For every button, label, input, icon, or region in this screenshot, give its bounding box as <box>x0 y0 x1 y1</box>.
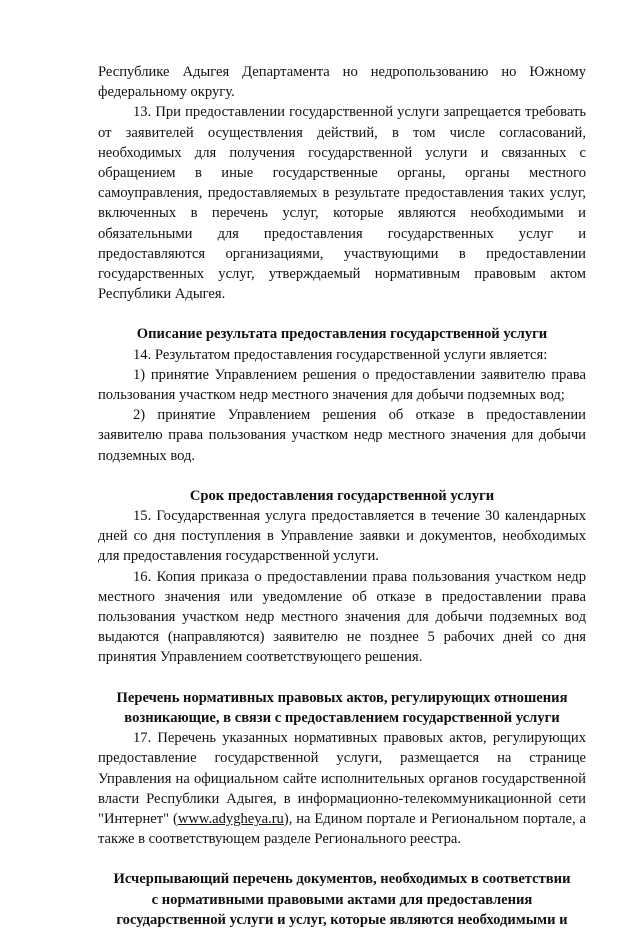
paragraph-17-text-before: 17. Перечень указанных нормативных правовых актов, регулирующих предоставление государственной услуги, размещается на странице Управления на официальном сайте исполнительных органов государственной власти Республики Адыгея, в информационно-телекоммуникационной сети "Интернет" ( <box>98 730 586 827</box>
paragraph-15: 15. Государственная услуга предоставляется в течение 30 календарных дней со дня поступления в Управление заявки и документов, необходимых для предоставления государственной услуги. <box>98 508 586 565</box>
document-page <box>98 62 586 930</box>
paragraph-16: 16. Копия приказа о предоставлении права пользования участком недр местного значения или уведомление об отказе в предоставлении права пользования участком недр местного значения для добычи подземных вод выдаются (направляются) заявителю не позднее 5 рабочих дней со дня принятия Управлением соответствующего решения. <box>98 568 586 666</box>
heading-acts-line2: возникающие, в связи с предоставлением государственной услуги <box>124 709 560 726</box>
heading-term: Срок предоставления государственной услуги <box>189 487 495 504</box>
website-link[interactable]: www.adygheya.ru <box>177 810 284 827</box>
paragraph-17 <box>98 728 586 849</box>
heading-documents <box>98 869 586 930</box>
list-item-2: 2) принятие Управлением решения об отказе в предоставлении заявителю права пользования участком недр местного значения для добычи подземных вод. <box>98 407 586 464</box>
list-item-1: 1) принятие Управлением решения о предоставлении заявителю права пользования участком недр местного значения для добычи подземных вод; <box>98 366 586 404</box>
paragraph-17-text-after: ), на Едином портале и Региональном портале, а также в соответствующем разделе Регионального реестра. <box>98 810 586 848</box>
heading-documents-line3: государственной услуги и услуг, которые являются необходимыми и <box>116 911 568 928</box>
heading-documents-line2: с нормативными правовыми актами для предоставления <box>151 891 533 908</box>
paragraph-continuation: Республике Адыгея Департамента но недропользованию но Южному федеральному округу. <box>98 64 586 101</box>
heading-result: Описание результата предоставления государственной услуги <box>136 326 548 343</box>
paragraph-14: 14. Результатом предоставления государственной услуги является: <box>133 346 548 363</box>
heading-documents-line1: Исчерпывающий перечень документов, необходимых в соответствии <box>113 871 571 888</box>
heading-acts-line1: Перечень нормативных правовых актов, регулирующих отношения <box>116 689 568 706</box>
heading-acts <box>98 688 586 728</box>
paragraph-13: 13. При предоставлении государственной услуги запрещается требовать от заявителей осуществления действий, в том числе согласований, необходимых для получения государственной услуги и связанных с обращением в иные государственные органы, органы местного самоуправления, предоставляемых в результате предоставления таких услуг, включенных в перечень услуг, которые являются необходимыми и обязательными для предоставления государственных услуг и предоставляются организациями, участвующими в предоставлении государственных услуг, утверждаемый нормативным правовым актом Республики Адыгея. <box>98 104 586 303</box>
